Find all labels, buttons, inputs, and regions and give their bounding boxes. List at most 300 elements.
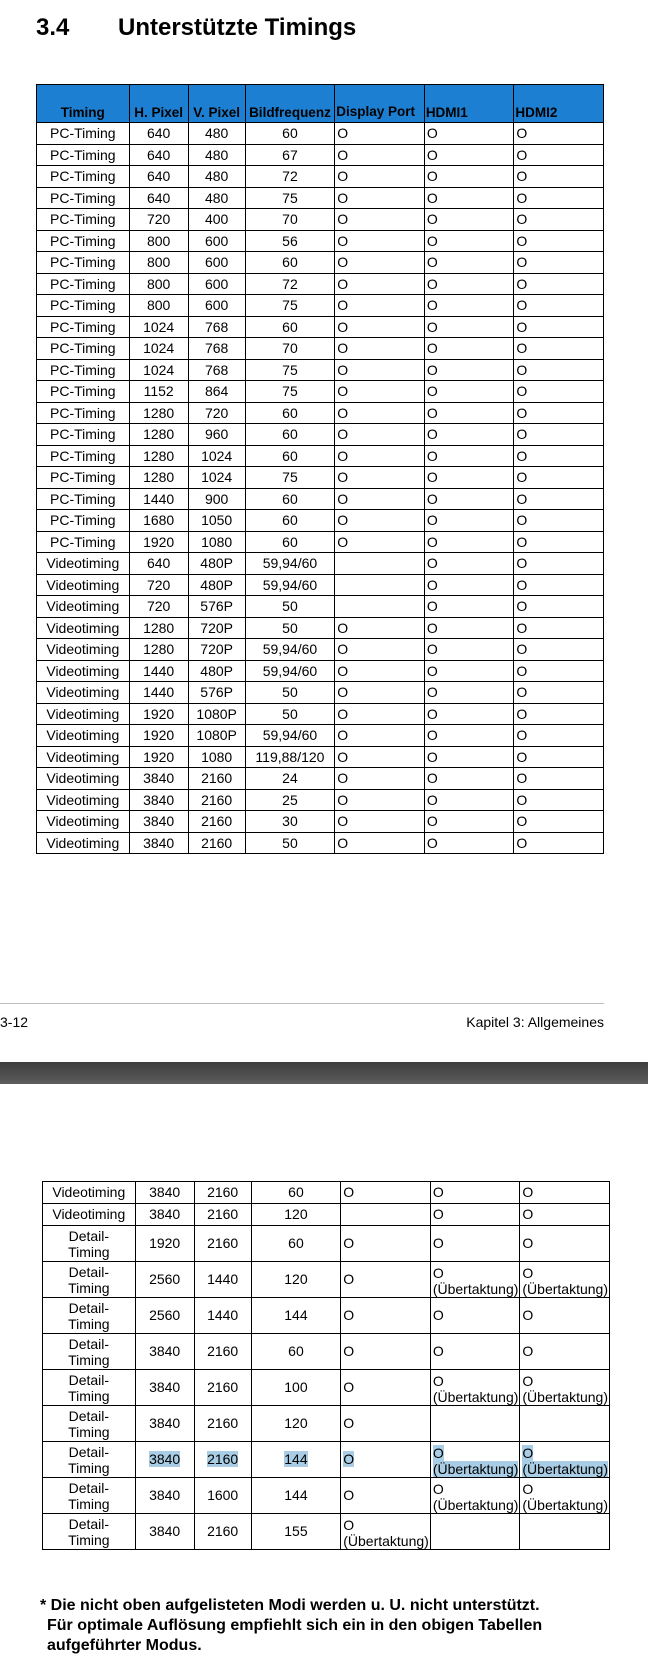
cell-timing (43, 1182, 136, 1204)
cell-hdmi1: O (424, 424, 514, 446)
cell-h-pixel: 1280 (129, 617, 188, 639)
footnote-line-1: * Die nicht oben aufgelisteten Modi werden u. U. nicht unterstützt. (40, 1597, 540, 1614)
cell-timing: Videotiming (37, 725, 130, 747)
cell-freq (251, 1406, 341, 1442)
cell-v-pixel: 480P (188, 660, 245, 682)
cell-timing: Videotiming (37, 682, 130, 704)
cell-timing (43, 1298, 136, 1334)
cell-bildfrequenz: 119,88/120 (245, 746, 335, 768)
cell-hdmi2: O (514, 596, 604, 618)
cell-hdmi1: O (424, 832, 514, 854)
cell-timing: Videotiming (37, 639, 130, 661)
cell-hdmi2: O (514, 402, 604, 424)
cell-timing: PC-Timing (37, 338, 130, 360)
cell-display-port: O (335, 617, 425, 639)
cell-hdmi2: O (514, 682, 604, 704)
cell-display-port: O (335, 316, 425, 338)
cell-hdmi2 (520, 1514, 610, 1550)
cell-h-pixel: 1920 (129, 703, 188, 725)
cell-h (135, 1442, 194, 1478)
cell-h-pixel: 1920 (129, 725, 188, 747)
cell-hdmi2: O (514, 510, 604, 532)
cell-h (135, 1204, 194, 1226)
cell-bildfrequenz: 60 (245, 510, 335, 532)
cell-bildfrequenz: 60 (245, 316, 335, 338)
cell-hdmi1: O (424, 273, 514, 295)
cell-h (135, 1226, 194, 1262)
cell-timing: PC-Timing (37, 488, 130, 510)
table-row (37, 746, 604, 768)
cell-text-part: (Übertaktung) (522, 1461, 608, 1477)
section-title: Unterstützte Timings (118, 14, 357, 41)
cell-h-pixel: 3840 (129, 789, 188, 811)
header-h-pixel: H. Pixel (129, 85, 188, 123)
cell-bildfrequenz: 60 (245, 402, 335, 424)
table-row (43, 1514, 610, 1550)
cell-v-pixel: 1080 (188, 746, 245, 768)
cell-text-part: O (432, 1481, 444, 1497)
cell-v-pixel: 720 (188, 402, 245, 424)
cell-hdmi2: O (514, 187, 604, 209)
cell-text-part: O (432, 1373, 444, 1389)
cell-hdmi1: O (424, 531, 514, 553)
timing-text-part: Timing (68, 1459, 110, 1476)
timings-table-1-body (37, 123, 604, 854)
cell-text-part: 3840 (149, 1415, 181, 1431)
table-row (43, 1226, 610, 1262)
section-heading (36, 14, 356, 42)
cell-display-port: O (335, 187, 425, 209)
cell-hdmi2: O (514, 467, 604, 489)
cell-bildfrequenz: 60 (245, 424, 335, 446)
cell-hdmi2 (520, 1262, 610, 1298)
cell-hdmi2: O (514, 789, 604, 811)
timing-text-part: Timing (68, 1423, 110, 1440)
cell-display-port: O (335, 123, 425, 145)
cell-text-part: O (432, 1307, 444, 1323)
cell-dp (341, 1334, 431, 1370)
cell-display-port (335, 596, 425, 618)
cell-v-pixel: 900 (188, 488, 245, 510)
table-row (37, 144, 604, 166)
cell-timing: PC-Timing (37, 467, 130, 489)
cell-hdmi1: O (424, 316, 514, 338)
cell-v-pixel: 1080P (188, 725, 245, 747)
cell-bildfrequenz: 67 (245, 144, 335, 166)
header-hdmi2: HDMI2 (514, 85, 604, 123)
cell-hdmi1: O (424, 811, 514, 833)
table-row (37, 596, 604, 618)
cell-v (194, 1406, 251, 1442)
cell-bildfrequenz: 70 (245, 338, 335, 360)
cell-display-port: O (335, 295, 425, 317)
cell-text-part: O (522, 1184, 534, 1200)
cell-hdmi2: O (514, 316, 604, 338)
cell-text-part: 144 (284, 1451, 308, 1467)
cell-display-port: O (335, 531, 425, 553)
cell-display-port: O (335, 510, 425, 532)
cell-display-port (335, 553, 425, 575)
cell-v-pixel: 2160 (188, 811, 245, 833)
cell-text-part: O (522, 1265, 534, 1281)
cell-h (135, 1298, 194, 1334)
cell-timing: PC-Timing (37, 273, 130, 295)
cell-v-pixel: 1080P (188, 703, 245, 725)
table-row (37, 338, 604, 360)
cell-timing: Videotiming (37, 768, 130, 790)
cell-text-part: O (522, 1481, 534, 1497)
cell-text-part: 3840 (149, 1184, 181, 1200)
cell-hdmi2: O (514, 273, 604, 295)
cell-text-part: O (522, 1235, 534, 1251)
table-row (37, 445, 604, 467)
table-row (43, 1370, 610, 1406)
cell-hdmi1 (430, 1204, 520, 1226)
cell-h-pixel: 800 (129, 295, 188, 317)
cell-v (194, 1370, 251, 1406)
table-row (43, 1298, 610, 1334)
timing-text-part: Detail- (68, 1299, 110, 1316)
cell-bildfrequenz: 70 (245, 209, 335, 231)
cell-v-pixel: 600 (188, 252, 245, 274)
cell-hdmi2 (520, 1204, 610, 1226)
cell-text-part: 1600 (207, 1487, 239, 1503)
timing-text-part: Timing (68, 1387, 110, 1404)
timing-text-part: Timing (68, 1495, 110, 1512)
cell-bildfrequenz: 72 (245, 273, 335, 295)
cell-hdmi1: O (424, 703, 514, 725)
cell-text-part: 120 (284, 1271, 308, 1287)
cell-display-port: O (335, 166, 425, 188)
cell-v (194, 1334, 251, 1370)
cell-dp (341, 1406, 431, 1442)
cell-h-pixel: 3840 (129, 811, 188, 833)
cell-text-part: 2160 (207, 1451, 239, 1467)
cell-bildfrequenz: 56 (245, 230, 335, 252)
cell-text-part: 2560 (149, 1307, 181, 1323)
cell-display-port: O (335, 467, 425, 489)
cell-freq (251, 1478, 341, 1514)
cell-v-pixel: 2160 (188, 768, 245, 790)
cell-display-port: O (335, 488, 425, 510)
timing-text-part: Detail- (68, 1407, 110, 1424)
cell-timing: Videotiming (37, 660, 130, 682)
cell-display-port: O (335, 811, 425, 833)
cell-hdmi2 (520, 1334, 610, 1370)
cell-timing: Videotiming (37, 832, 130, 854)
table-row (43, 1262, 610, 1298)
cell-hdmi2 (520, 1442, 610, 1478)
cell-h-pixel: 1280 (129, 402, 188, 424)
cell-v-pixel: 960 (188, 424, 245, 446)
cell-v (194, 1262, 251, 1298)
cell-hdmi1: O (424, 639, 514, 661)
cell-h-pixel: 640 (129, 553, 188, 575)
timing-text-part: Timing (68, 1243, 110, 1260)
cell-text-part: O (343, 1271, 355, 1287)
header-v-pixel: V. Pixel (188, 85, 245, 123)
cell-timing: PC-Timing (37, 424, 130, 446)
cell-text-part: 144 (284, 1487, 308, 1503)
cell-hdmi2: O (514, 574, 604, 596)
table-row (37, 359, 604, 381)
table-row (37, 703, 604, 725)
cell-v (194, 1204, 251, 1226)
cell-dp (341, 1182, 431, 1204)
cell-hdmi1: O (424, 574, 514, 596)
cell-hdmi1: O (424, 617, 514, 639)
cell-timing: PC-Timing (37, 316, 130, 338)
table-row (37, 832, 604, 854)
footnote-line-2: Für optimale Auflösung empfiehlt sich ein in den obigen Tabellen aufgeführter Modus. (47, 1617, 543, 1654)
cell-h-pixel: 640 (129, 144, 188, 166)
cell-h-pixel: 1920 (129, 531, 188, 553)
cell-text-part: O (522, 1307, 534, 1323)
cell-hdmi1: O (424, 553, 514, 575)
cell-h-pixel: 640 (129, 123, 188, 145)
cell-hdmi1: O (424, 230, 514, 252)
table-row (37, 230, 604, 252)
cell-v (194, 1514, 251, 1550)
cell-timing (43, 1442, 136, 1478)
cell-text-part: O (343, 1184, 355, 1200)
cell-v-pixel: 400 (188, 209, 245, 231)
cell-bildfrequenz: 59,94/60 (245, 553, 335, 575)
cell-text-part: 60 (288, 1343, 304, 1359)
cell-hdmi2: O (514, 295, 604, 317)
header-hdmi1: HDMI1 (424, 85, 514, 123)
cell-v-pixel: 2160 (188, 832, 245, 854)
table-row (37, 488, 604, 510)
timing-text-part: Videotiming (52, 1184, 126, 1200)
chapter-label: Kapitel 3: Allgemeines (466, 1014, 604, 1030)
cell-text-part: O (522, 1343, 534, 1359)
timing-text-part: Timing (68, 1351, 110, 1368)
cell-text-part: 120 (284, 1415, 308, 1431)
table-row (37, 467, 604, 489)
cell-v-pixel: 480P (188, 574, 245, 596)
cell-h-pixel: 3840 (129, 768, 188, 790)
cell-dp (341, 1478, 431, 1514)
cell-timing (43, 1334, 136, 1370)
cell-hdmi2: O (514, 660, 604, 682)
cell-hdmi1: O (424, 596, 514, 618)
cell-h-pixel: 720 (129, 209, 188, 231)
cell-hdmi1: O (424, 144, 514, 166)
cell-v-pixel: 2160 (188, 789, 245, 811)
cell-hdmi2: O (514, 703, 604, 725)
table-row (37, 682, 604, 704)
table-row (37, 531, 604, 553)
cell-bildfrequenz: 59,94/60 (245, 725, 335, 747)
cell-timing: Videotiming (37, 703, 130, 725)
cell-text-part: 2560 (149, 1271, 181, 1287)
cell-text-part: 2160 (207, 1235, 239, 1251)
timings-table-2-body (43, 1182, 610, 1550)
cell-display-port: O (335, 273, 425, 295)
cell-freq (251, 1226, 341, 1262)
cell-hdmi2: O (514, 144, 604, 166)
cell-h-pixel: 1024 (129, 359, 188, 381)
cell-display-port: O (335, 725, 425, 747)
cell-timing: PC-Timing (37, 510, 130, 532)
cell-v-pixel: 480 (188, 187, 245, 209)
cell-timing: PC-Timing (37, 144, 130, 166)
cell-v-pixel: 720P (188, 617, 245, 639)
cell-hdmi1: O (424, 488, 514, 510)
cell-v-pixel: 600 (188, 230, 245, 252)
table-row (37, 381, 604, 403)
cell-bildfrequenz: 60 (245, 252, 335, 274)
cell-h-pixel: 1280 (129, 639, 188, 661)
cell-timing: Videotiming (37, 553, 130, 575)
cell-text-part: O (432, 1445, 444, 1461)
cell-freq (251, 1442, 341, 1478)
cell-v-pixel: 600 (188, 295, 245, 317)
table-row (43, 1182, 610, 1204)
cell-text-part: O (432, 1343, 444, 1359)
cell-text-part: O (343, 1415, 355, 1431)
cell-timing: PC-Timing (37, 445, 130, 467)
cell-hdmi2: O (514, 639, 604, 661)
cell-v-pixel: 480P (188, 553, 245, 575)
cell-timing: PC-Timing (37, 166, 130, 188)
header-display-port: Display Port (335, 85, 425, 123)
cell-freq (251, 1514, 341, 1550)
cell-hdmi2: O (514, 725, 604, 747)
cell-text-part: (Übertaktung) (522, 1389, 608, 1405)
cell-text-part: O (432, 1265, 444, 1281)
table-row (37, 574, 604, 596)
cell-text-part: 60 (288, 1184, 304, 1200)
cell-text-part: 1440 (207, 1307, 239, 1323)
cell-text-part: 155 (284, 1523, 308, 1539)
cell-hdmi2: O (514, 209, 604, 231)
cell-hdmi2: O (514, 166, 604, 188)
cell-text-part: O (522, 1445, 534, 1461)
cell-hdmi1: O (424, 359, 514, 381)
cell-v-pixel: 576P (188, 682, 245, 704)
cell-freq (251, 1182, 341, 1204)
cell-text-part: 3840 (149, 1451, 181, 1467)
cell-bildfrequenz: 24 (245, 768, 335, 790)
cell-timing: Videotiming (37, 811, 130, 833)
section-number: 3.4 (36, 14, 70, 41)
cell-text-part: 100 (284, 1379, 308, 1395)
table-row (43, 1334, 610, 1370)
cell-display-port: O (335, 660, 425, 682)
cell-hdmi1: O (424, 402, 514, 424)
cell-bildfrequenz: 30 (245, 811, 335, 833)
cell-hdmi1 (430, 1478, 520, 1514)
cell-hdmi2: O (514, 811, 604, 833)
cell-display-port: O (335, 402, 425, 424)
cell-bildfrequenz: 60 (245, 123, 335, 145)
cell-v (194, 1478, 251, 1514)
cell-hdmi1: O (424, 660, 514, 682)
cell-text-part: O (343, 1343, 355, 1359)
footnote (40, 1596, 600, 1656)
cell-hdmi2: O (514, 230, 604, 252)
cell-bildfrequenz: 60 (245, 445, 335, 467)
cell-h-pixel: 1280 (129, 467, 188, 489)
cell-timing: PC-Timing (37, 295, 130, 317)
cell-hdmi1 (430, 1182, 520, 1204)
table-row (37, 209, 604, 231)
cell-bildfrequenz: 75 (245, 295, 335, 317)
cell-h (135, 1370, 194, 1406)
cell-h (135, 1182, 194, 1204)
cell-dp (341, 1514, 431, 1550)
cell-v-pixel: 576P (188, 596, 245, 618)
cell-text-part: 2160 (207, 1206, 239, 1222)
cell-hdmi1: O (424, 768, 514, 790)
cell-hdmi1 (430, 1442, 520, 1478)
cell-text-part: 2160 (207, 1184, 239, 1200)
cell-hdmi2: O (514, 424, 604, 446)
cell-hdmi1: O (424, 123, 514, 145)
cell-v-pixel: 864 (188, 381, 245, 403)
table-row (37, 725, 604, 747)
cell-v-pixel: 1024 (188, 445, 245, 467)
cell-v-pixel: 600 (188, 273, 245, 295)
cell-dp (341, 1226, 431, 1262)
cell-display-port: O (335, 832, 425, 854)
cell-v (194, 1442, 251, 1478)
cell-hdmi2 (520, 1370, 610, 1406)
cell-text-part: O (522, 1373, 534, 1389)
cell-h (135, 1514, 194, 1550)
cell-timing (43, 1478, 136, 1514)
table-row (37, 510, 604, 532)
cell-hdmi1: O (424, 338, 514, 360)
table-row (37, 166, 604, 188)
cell-timing: PC-Timing (37, 531, 130, 553)
cell-timing (43, 1370, 136, 1406)
cell-hdmi1: O (424, 510, 514, 532)
cell-text-part: 2160 (207, 1343, 239, 1359)
cell-text-part: 1440 (207, 1271, 239, 1287)
cell-timing: PC-Timing (37, 252, 130, 274)
cell-text-part: O (343, 1235, 355, 1251)
table-row (37, 252, 604, 274)
cell-v (194, 1226, 251, 1262)
cell-hdmi2 (520, 1478, 610, 1514)
cell-h (135, 1262, 194, 1298)
cell-h-pixel: 1024 (129, 316, 188, 338)
cell-h-pixel: 1440 (129, 682, 188, 704)
table-row (43, 1204, 610, 1226)
table-row (43, 1478, 610, 1514)
cell-timing: PC-Timing (37, 209, 130, 231)
table-row (37, 811, 604, 833)
cell-h-pixel: 640 (129, 187, 188, 209)
cell-display-port: O (335, 359, 425, 381)
cell-text-part: 120 (284, 1206, 308, 1222)
cell-display-port: O (335, 424, 425, 446)
cell-timing (43, 1514, 136, 1550)
cell-text-part: 3840 (149, 1379, 181, 1395)
cell-freq (251, 1298, 341, 1334)
cell-display-port: O (335, 703, 425, 725)
cell-v-pixel: 1024 (188, 467, 245, 489)
cell-text-part: (Übertaktung) (343, 1533, 429, 1549)
table-row (37, 789, 604, 811)
table-row (37, 273, 604, 295)
table-row (37, 660, 604, 682)
cell-timing (43, 1226, 136, 1262)
cell-h-pixel: 720 (129, 596, 188, 618)
